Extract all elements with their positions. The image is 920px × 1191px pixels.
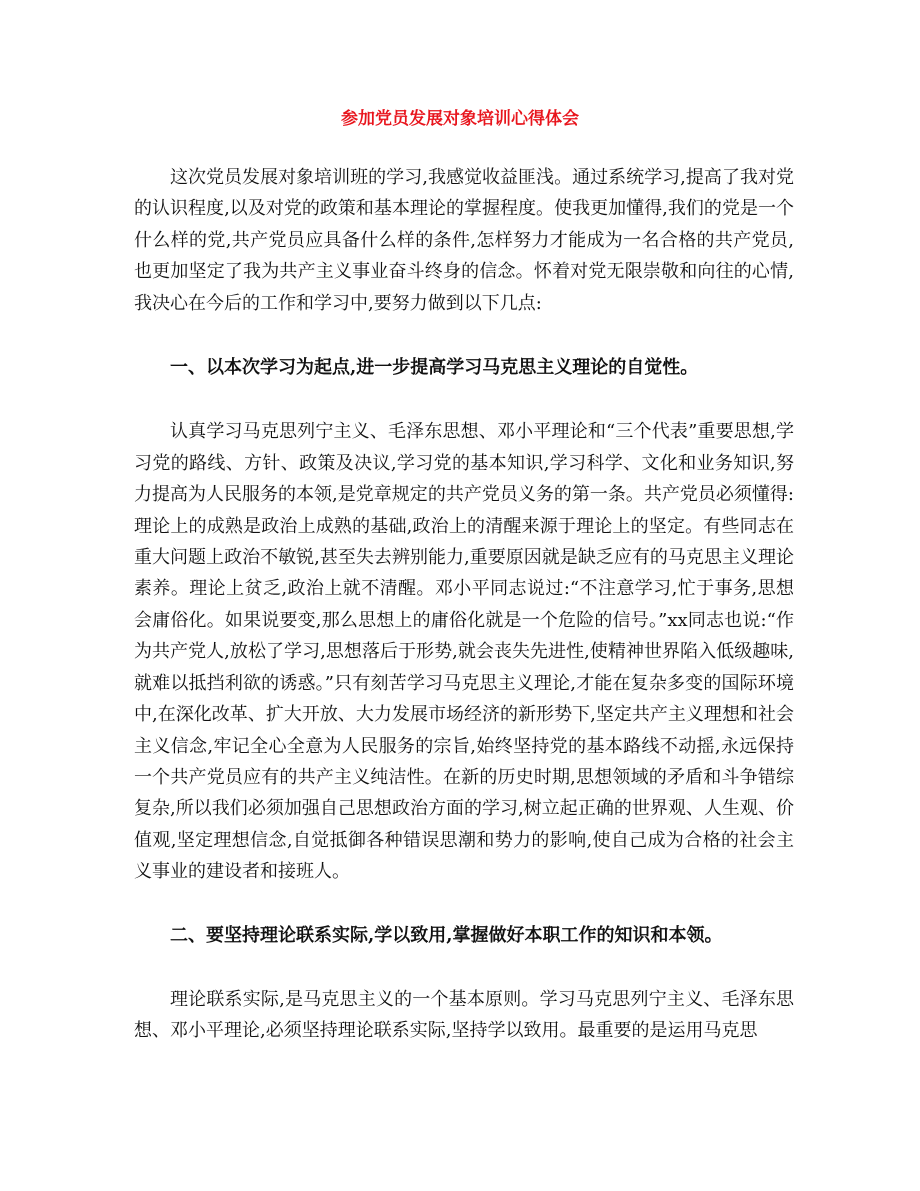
intro-paragraph: 这次党员发展对象培训班的学习,我感觉收益匪浅。通过系统学习,提高了我对党的认识程度,以及对党的政策和基本理论的掌握程度。使我更加懂得,我们的党是一个什么样的党,共产党员应具备什么样的条件,怎样努力才能成为一名合格的共产党员,也更加坚定了我为共产主义事业奋斗终身的信念。怀着对党无限崇敬和向往的心情,我决心在今后的工作和学习中,要努力做到以下几点:: [134, 167, 794, 314]
section-1-heading: 一、以本次学习为起点,进一步提高学习马克思主义理论的自觉性。: [170, 357, 699, 379]
document-title: 参加党员发展对象培训心得体会: [341, 109, 579, 129]
section-2-body: 理论联系实际,是马克思主义的一个基本原则。学习马克思列宁主义、毛泽东思想、邓小平理论,必须坚持理论联系实际,坚持学以致用。最重要的是运用马克思: [134, 988, 794, 1042]
section-2-heading: 二、要坚持理论联系实际,学以致用,掌握做好本职工作的知识和本领。: [170, 924, 723, 946]
section-1-body: 认真学习马克思列宁主义、毛泽东思想、邓小平理论和“三个代表”重要思想,学习党的路线、方针、政策及决议,学习党的基本知识,学习科学、文化和业务知识,努力提高为人民服务的本领,是党章规定的共产党员义务的第一条。共产党员必须懂得:理论上的成熟是政治上成熟的基础,政治上的清醒来源于理论上的坚定。有些同志在重大问题上政治不敏锐,甚至失去辨别能力,重要原因就是缺乏应有的马克思主义理论素养。理论上贫乏,政治上就不清醒。邓小平同志说过:“不注意学习,忙于事务,思想会庸俗化。如果说要变,那么思想上的庸俗化就是一个危险的信号。”xx同志也说:“作为共产党人,放松了学习,思想落后于形势,就会丧失先进性,使精神世界陷入低级趣味,就难以抵挡利欲的诱惑。”只有刻苦学习马克思主义理论,才能在复杂多变的国际环境中,在深化改革、扩大开放、大力发展市场经济的新形势下,坚定共产主义理想和社会主义信念,牢记全心全意为人民服务的宗旨,始终坚持党的基本路线不动摇,永远保持一个共产党员应有的共产主义纯洁性。在新的历史时期,思想领域的矛盾和斗争错综复杂,所以我们必须加强自己思想政治方面的学习,树立起正确的世界观、人生观、价值观,坚定理想信念,自觉抵御各种错误思潮和势力的影响,使自己成为合格的社会主义事业的建设者和接班人。: [134, 421, 794, 883]
document-body: [134, 162, 794, 1047]
